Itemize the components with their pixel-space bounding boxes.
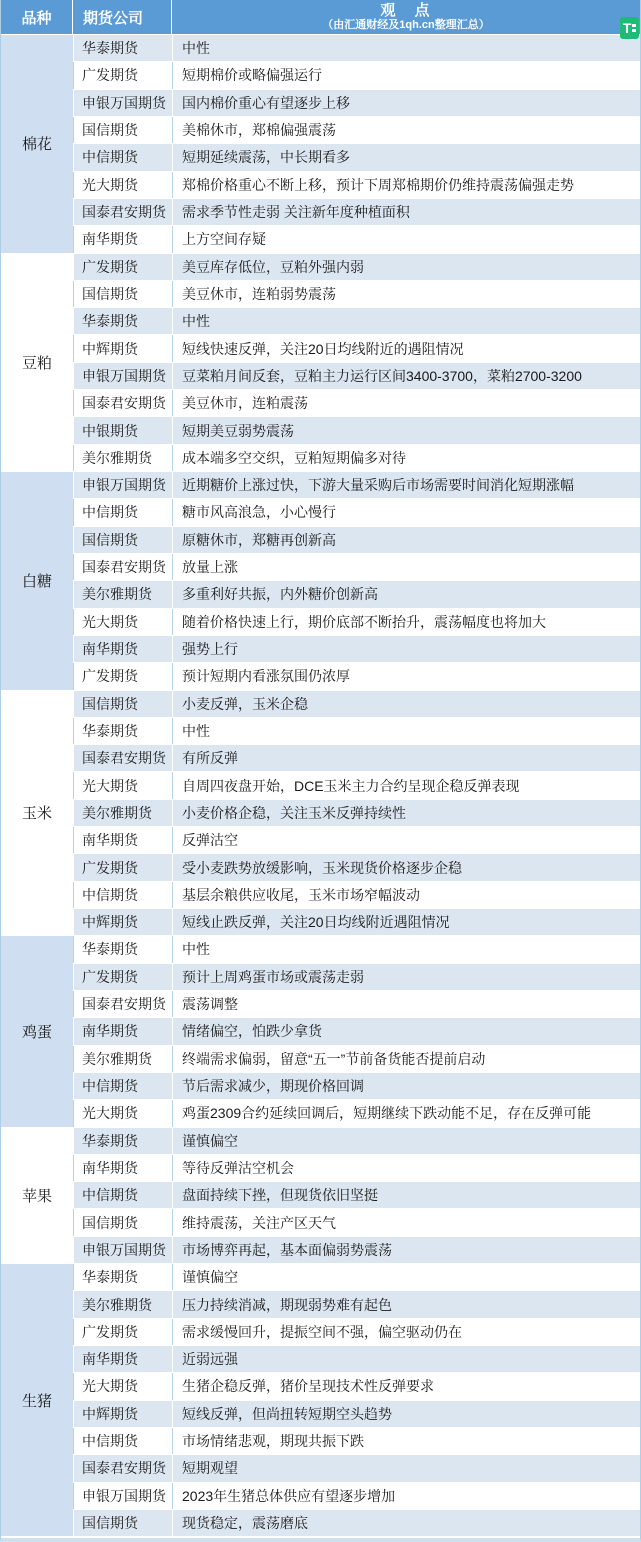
viewpoint-cell: 预计上周鸡蛋市场或震荡走弱: [172, 964, 640, 990]
table-row: [73, 609, 640, 636]
table-row: [73, 1046, 640, 1073]
company-cell: 申银万国期货: [73, 1483, 172, 1509]
company-cell: 华泰期货: [73, 35, 172, 61]
company-cell: 国信期货: [73, 1510, 172, 1536]
company-cell: 国泰君安期货: [73, 991, 172, 1017]
company-cell: 华泰期货: [73, 936, 172, 962]
variety-cell: 白糖: [1, 472, 73, 691]
table-row: [73, 745, 640, 772]
company-cell: 国信期货: [73, 117, 172, 143]
company-cell: 国信期货: [73, 1209, 172, 1235]
table-row: [73, 1209, 640, 1236]
commodity-section: [1, 936, 640, 1127]
table-row: [73, 363, 640, 390]
viewpoint-cell: 放量上涨: [172, 554, 640, 580]
company-cell: 南华期货: [73, 1018, 172, 1044]
viewpoint-cell: 中性: [172, 718, 640, 744]
company-cell: 南华期货: [73, 827, 172, 853]
viewpoint-cell: 盘面持续下挫，但现货依旧坚挺: [172, 1182, 640, 1208]
variety-cell: 玉米: [1, 691, 73, 937]
variety-cell: 棉花: [1, 35, 73, 254]
viewpoint-cell: 受小麦跌势放缓影响，玉米现货价格逐步企稳: [172, 854, 640, 880]
viewpoint-cell: 市场情绪悲观，期现共振下跌: [172, 1428, 640, 1454]
viewpoint-cell: 国内棉价重心有望逐步上移: [172, 90, 640, 116]
company-cell: 中辉期货: [73, 909, 172, 935]
company-cell: 华泰期货: [73, 718, 172, 744]
variety-cell: 豆粕: [1, 254, 73, 473]
company-cell: 广发期货: [73, 663, 172, 689]
viewpoint-cell: 预计短期内看涨氛围仍浓厚: [172, 663, 640, 689]
company-cell: 国泰君安期货: [73, 554, 172, 580]
viewpoint-cell: 中性: [172, 35, 640, 61]
viewpoint-cell: 现货稳定，震荡磨底: [172, 1510, 640, 1536]
viewpoint-cell: 强势上行: [172, 636, 640, 662]
commodity-section: [1, 254, 640, 473]
company-cell: 申银万国期货: [73, 472, 172, 498]
table-row: [73, 1291, 640, 1318]
section-rows: [73, 35, 640, 254]
table-row: [73, 417, 640, 444]
company-cell: 华泰期货: [73, 1128, 172, 1154]
table-row: [73, 144, 640, 171]
company-cell: 光大期货: [73, 1373, 172, 1399]
viewpoint-cell: 近期糖价上涨过快，下游大量采购后市场需要时间消化短期涨幅: [172, 472, 640, 498]
company-cell: 中辉期货: [73, 335, 172, 361]
viewpoint-cell: 短线反弹，但尚扭转短期空头趋势: [172, 1401, 640, 1427]
variety-cell: 生猪: [1, 1264, 73, 1537]
viewpoint-cell: 2023年生猪总体供应有望逐步增加: [172, 1483, 640, 1509]
viewpoint-cell: 节后需求减少，期现价格回调: [172, 1073, 640, 1099]
table-row: [73, 308, 640, 335]
company-cell: 美尔雅期货: [73, 800, 172, 826]
viewpoint-cell: 多重利好共振，内外糖价创新高: [172, 581, 640, 607]
viewpoint-cell: 自周四夜盘开始，DCE玉米主力合约呈现企稳反弹表现: [172, 772, 640, 798]
table-row: [73, 1373, 640, 1400]
company-cell: 国信期货: [73, 691, 172, 717]
company-cell: 广发期货: [73, 62, 172, 88]
company-cell: 国泰君安期货: [73, 1455, 172, 1481]
logo-letter: T: [622, 20, 632, 36]
table-row: [73, 472, 640, 499]
table-row: [73, 1319, 640, 1346]
table-row: [73, 35, 640, 62]
table-row: [73, 1182, 640, 1209]
table-row: [73, 226, 640, 253]
table-row: [73, 172, 640, 199]
table-row: [73, 991, 640, 1018]
viewpoint-cell: 需求季节性走弱 关注新年度种植面积: [172, 199, 640, 225]
company-cell: 广发期货: [73, 1319, 172, 1345]
commodity-section: [1, 472, 640, 691]
viewpoint-cell: 小麦价格企稳，关注玉米反弹持续性: [172, 800, 640, 826]
section-rows: [73, 936, 640, 1127]
company-cell: 南华期货: [73, 226, 172, 252]
table-row: [73, 1428, 640, 1455]
company-cell: 广发期货: [73, 964, 172, 990]
table-row: [73, 62, 640, 89]
section-rows: [73, 1128, 640, 1265]
viewpoint-cell: 成本端多空交织，豆粕短期偏多对待: [172, 445, 640, 471]
table-row: [73, 445, 640, 472]
viewpoint-cell: 情绪偏空，怕跌少拿货: [172, 1018, 640, 1044]
viewpoint-cell: 终端需求偏弱，留意“五一”节前备货能否提前启动: [172, 1046, 640, 1072]
viewpoint-cell: 糖市风高浪急，小心慢行: [172, 499, 640, 525]
company-cell: 南华期货: [73, 1346, 172, 1372]
viewpoint-cell: 反弹沽空: [172, 827, 640, 853]
viewpoint-cell: 上方空间存疑: [172, 226, 640, 252]
viewpoint-cell: 需求缓慢回升，提振空间不强，偏空驱动仍在: [172, 1319, 640, 1345]
viewpoint-cell: 短线止跌反弹，关注20日均线附近遇阻情况: [172, 909, 640, 935]
company-cell: 国泰君安期货: [73, 745, 172, 771]
viewpoint-cell: 鸡蛋2309合约延续回调后，短期继续下跌动能不足，存在反弹可能: [172, 1100, 640, 1126]
company-cell: 美尔雅期货: [73, 445, 172, 471]
table-row: [73, 718, 640, 745]
company-cell: 南华期货: [73, 636, 172, 662]
company-cell: 华泰期货: [73, 1264, 172, 1290]
company-cell: 美尔雅期货: [73, 1046, 172, 1072]
section-rows: [73, 1264, 640, 1537]
viewpoint-cell: 震荡调整: [172, 991, 640, 1017]
viewpoint-cell: 维持震荡，关注产区天气: [172, 1209, 640, 1235]
table-row: [73, 1483, 640, 1510]
table-row: [73, 1510, 640, 1537]
table-body: [1, 35, 640, 1537]
table-row: [73, 390, 640, 417]
table-row: [73, 636, 640, 663]
header-viewpoint-title: 观 点: [380, 1, 432, 19]
table-row: [73, 90, 640, 117]
company-cell: 中信期货: [73, 499, 172, 525]
section-rows: [73, 691, 640, 937]
table-row: [73, 1155, 640, 1182]
table-row: [73, 1264, 640, 1291]
company-cell: 中银期货: [73, 417, 172, 443]
viewpoint-cell: 中性: [172, 308, 640, 334]
table-row: [73, 882, 640, 909]
section-rows: [73, 472, 640, 691]
company-cell: 申银万国期货: [73, 363, 172, 389]
viewpoint-cell: 市场博弈再起，基本面偏弱势震荡: [172, 1237, 640, 1263]
table-row: [73, 909, 640, 936]
table-row: [73, 554, 640, 581]
viewpoint-cell: 生猪企稳反弹，猪价呈现技术性反弹要求: [172, 1373, 640, 1399]
company-cell: 国信期货: [73, 281, 172, 307]
table-row: [73, 117, 640, 144]
viewpoint-cell: 短期美豆弱势震荡: [172, 417, 640, 443]
table-row: [73, 199, 640, 226]
logo-bars-icon: [632, 23, 636, 33]
viewpoint-cell: 短线快速反弹，关注20日均线附近的遇阻情况: [172, 335, 640, 361]
viewpoint-cell: 压力持续消减，期现弱势难有起色: [172, 1291, 640, 1317]
table-row: [73, 499, 640, 526]
table-header-row: [1, 0, 640, 35]
company-cell: 光大期货: [73, 772, 172, 798]
variety-cell: 苹果: [1, 1128, 73, 1265]
company-cell: 中信期货: [73, 1073, 172, 1099]
table-row: [73, 1346, 640, 1373]
table-row: [73, 1401, 640, 1428]
viewpoint-cell: 短期延续震荡，中长期看多: [172, 144, 640, 170]
company-cell: 国信期货: [73, 527, 172, 553]
company-cell: 光大期货: [73, 609, 172, 635]
variety-cell: 鸡蛋: [1, 936, 73, 1127]
viewpoint-cell: 中性: [172, 936, 640, 962]
table-row: [73, 1455, 640, 1482]
viewpoint-cell: 短期棉价或略偏强运行: [172, 62, 640, 88]
viewpoint-cell: 基层余粮供应收尾，玉米市场窄幅波动: [172, 882, 640, 908]
company-cell: 美尔雅期货: [73, 1291, 172, 1317]
table-row: [73, 663, 640, 690]
table-row: [73, 1100, 640, 1127]
commodity-section: [1, 1264, 640, 1537]
table-row: [73, 964, 640, 991]
table-row: [73, 1073, 640, 1100]
viewpoint-cell: 豆菜粕月间反套，豆粕主力运行区间3400-3700，菜粕2700-3200: [172, 363, 640, 389]
company-cell: 广发期货: [73, 254, 172, 280]
viewpoint-cell: 美豆休市，连粕震荡: [172, 390, 640, 416]
company-cell: 美尔雅期货: [73, 581, 172, 607]
table-row: [73, 527, 640, 554]
viewpoint-cell: 谨慎偏空: [172, 1264, 640, 1290]
header-viewpoint-subtitle: （由汇通财经及1qh.cn整理汇总）: [322, 18, 490, 31]
company-cell: 中信期货: [73, 144, 172, 170]
company-cell: 光大期货: [73, 172, 172, 198]
commodity-section: [1, 1128, 640, 1265]
table-row: [73, 827, 640, 854]
company-cell: 中信期货: [73, 1428, 172, 1454]
commodity-section: [1, 691, 640, 937]
table-row: [73, 800, 640, 827]
table-row: [73, 281, 640, 308]
table-row: [73, 1237, 640, 1264]
company-cell: 中信期货: [73, 1182, 172, 1208]
company-cell: 申银万国期货: [73, 1237, 172, 1263]
company-cell: 光大期货: [73, 1100, 172, 1126]
table-row: [73, 936, 640, 963]
table-row: [73, 691, 640, 718]
header-viewpoint: [172, 0, 640, 34]
header-variety: 品种: [1, 0, 73, 34]
commodity-section: [1, 35, 640, 254]
viewpoint-cell: 等待反弹沽空机会: [172, 1155, 640, 1181]
company-cell: 华泰期货: [73, 308, 172, 334]
company-cell: 中信期货: [73, 882, 172, 908]
company-cell: 国泰君安期货: [73, 199, 172, 225]
company-cell: 国泰君安期货: [73, 390, 172, 416]
table-row: [73, 854, 640, 881]
company-cell: 广发期货: [73, 854, 172, 880]
viewpoint-cell: 原糖休市，郑糖再创新高: [172, 527, 640, 553]
table-row: [73, 1018, 640, 1045]
company-cell: 中辉期货: [73, 1401, 172, 1427]
green-logo-icon: [620, 17, 639, 39]
company-cell: 申银万国期货: [73, 90, 172, 116]
table-row: [73, 772, 640, 799]
table-row: [73, 254, 640, 281]
viewpoint-cell: 美豆库存低位，豆粕外强内弱: [172, 254, 640, 280]
table-row: [73, 1128, 640, 1155]
header-company: 期货公司: [73, 0, 172, 34]
viewpoint-cell: 近弱远强: [172, 1346, 640, 1372]
viewpoint-cell: 随着价格快速上行，期价底部不断抬升，震荡幅度也将加大: [172, 609, 640, 635]
viewpoint-cell: 有所反弹: [172, 745, 640, 771]
table-row: [73, 581, 640, 608]
viewpoint-cell: 小麦反弹，玉米企稳: [172, 691, 640, 717]
section-rows: [73, 254, 640, 473]
viewpoint-cell: 美棉休市，郑棉偏强震荡: [172, 117, 640, 143]
company-cell: 南华期货: [73, 1155, 172, 1181]
table-row: [73, 335, 640, 362]
viewpoint-cell: 谨慎偏空: [172, 1128, 640, 1154]
viewpoint-cell: 郑棉价格重心不断上移，预计下周郑棉期价仍维持震荡偏强走势: [172, 172, 640, 198]
viewpoint-cell: 短期观望: [172, 1455, 640, 1481]
viewpoint-cell: 美豆休市，连粕弱势震荡: [172, 281, 640, 307]
